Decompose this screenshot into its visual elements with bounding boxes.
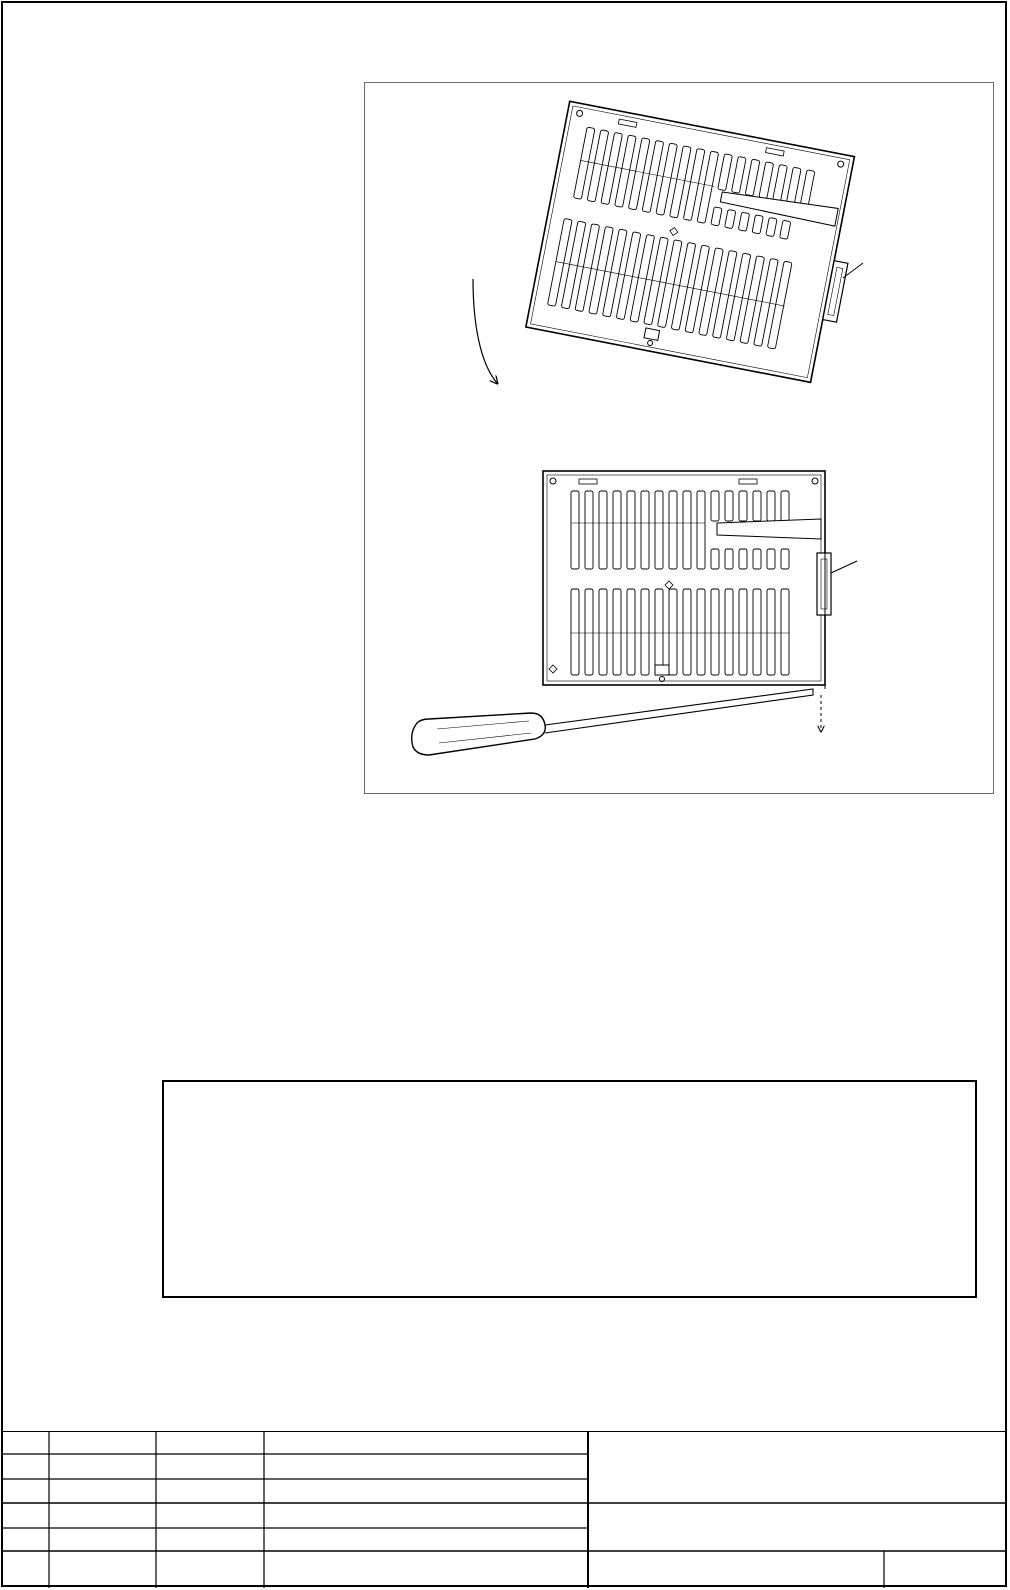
title-block-grid bbox=[1, 1431, 1007, 1588]
mounting-illustration bbox=[365, 83, 995, 795]
module-tilted-illustration bbox=[526, 101, 868, 385]
rotation-arrow bbox=[473, 279, 497, 383]
screwdriver-illustration bbox=[412, 689, 813, 755]
title-block bbox=[1, 1431, 1007, 1588]
note-box bbox=[162, 1080, 977, 1298]
figure-frame bbox=[364, 82, 994, 794]
module-seated-illustration bbox=[543, 471, 857, 689]
